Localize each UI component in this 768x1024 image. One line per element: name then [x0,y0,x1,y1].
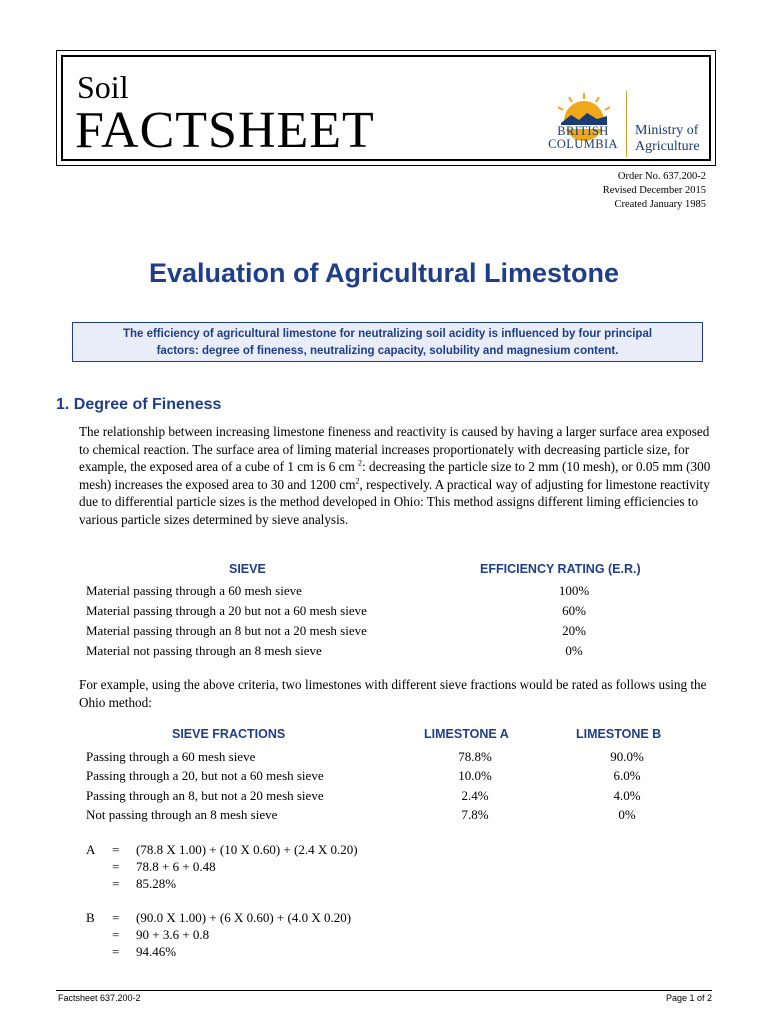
calc-equals: = [112,910,120,925]
calc-a-result: 85.28% [136,876,177,891]
footer-factsheet-number: Factsheet 637.200-2 [58,993,141,1003]
bc-wordmark-line1: BRITISH [557,124,609,138]
table1-er-cell: 100% [558,583,590,598]
calc-b-expr: (90.0 X 1.00) + (6 X 0.60) + (4.0 X 0.20) [136,910,352,925]
ministry-line2: Agriculture [635,139,700,154]
table1-header-sieve: SIEVE [229,562,266,576]
table2-row [0,747,768,766]
table2-b-cell: 4.0% [613,788,641,803]
page-title: Evaluation of Agricultural Limestone [148,258,620,288]
calc-b-line [86,926,486,943]
table1-sieve-cell: Material passing through a 20 but not a 60 mesh sieve [86,603,367,618]
table2-fraction-cell: Passing through an 8, but not a 20 mesh sieve [86,788,324,803]
created-date: Created January 1985 [614,199,706,210]
calculation-b [86,909,486,960]
fineness-paragraph [79,423,719,528]
table1-row [0,641,768,660]
calc-equals: = [112,944,120,959]
para1-part-c: , respectively. A practical way of adjusting for limestone reactivity due to differential particle sizes is the method developed in Ohio: This method assigns different liming efficiencies to various particle sizes determined by sieve analysis. [79,476,710,527]
table2-a-cell: 10.0% [458,768,492,783]
order-info [603,170,706,212]
table1-row [0,621,768,640]
summary-box [72,322,703,362]
table1-er-cell: 0% [565,643,583,658]
para1-part-a: The relationship between increasing limestone fineness and reactivity is caused by having a larger surface area exposed to chemical reaction. The surface area of liming material increases proportionately with decreasing particle size, for example, the exposed area of a cube of 1 cm is 6 cm [79,424,710,474]
calc-b-label: B [86,910,95,925]
section-heading-fineness: 1. Degree of Fineness [56,396,222,413]
order-number: Order No. 637.200-2 [617,171,706,182]
table1-sieve-cell: Material passing through an 8 but not a 20 mesh sieve [86,623,367,638]
table2-row [0,766,768,785]
table2-a-cell: 7.8% [461,807,489,822]
calc-a-expr: 78.8 + 6 + 0.48 [136,859,216,874]
calculation-a [86,841,486,892]
calc-a-line [86,875,486,892]
calc-b-line [86,943,486,960]
footer-page-number: Page 1 of 2 [665,993,712,1003]
footer-rule [56,990,712,991]
calc-equals: = [112,859,120,874]
table2-header-fractions: SIEVE FRACTIONS [172,727,286,741]
ministry-line1: Ministry of [635,123,699,138]
calc-b-result: 94.46% [136,944,177,959]
calc-a-label: A [86,842,96,857]
table2-header-limestone-a: LIMESTONE A [424,727,509,741]
table1-header-er: EFFICIENCY RATING (E.R.) [480,562,641,576]
table1-sieve-cell: Material passing through a 60 mesh sieve [86,583,302,598]
calc-equals: = [112,842,120,857]
table2-fraction-cell: Passing through a 20, but not a 60 mesh sieve [86,768,324,783]
summary-line1: The efficiency of agricultural limestone for neutralizing soil acidity is influenced by four principal [122,328,653,340]
para1-sup2: 2 [355,476,360,486]
table1-row [0,601,768,620]
table2-row [0,805,768,824]
table1-er-cell: 20% [562,623,586,638]
header-factsheet: FACTSHEET [75,102,375,159]
table2-b-cell: 0% [618,807,636,822]
table2-a-cell: 2.4% [461,788,489,803]
header-inner-border [61,55,711,161]
table2-row [0,786,768,805]
calc-b-line [86,909,486,926]
revised-date: Revised December 2015 [602,185,706,196]
calc-b-expr: 90 + 3.6 + 0.8 [136,927,210,942]
summary-line2: factors: degree of fineness, neutralizing capacity, solubility and magnesium content. [156,345,619,357]
calc-a-line [86,858,486,875]
table2-fraction-cell: Not passing through an 8 mesh sieve [86,807,278,822]
calc-a-line [86,841,486,858]
table2-a-cell: 78.8% [458,749,492,764]
logo-divider [626,91,627,157]
calc-a-expr: (78.8 X 1.00) + (10 X 0.60) + (2.4 X 0.20) [136,842,358,857]
calc-equals: = [112,876,120,891]
calc-equals: = [112,927,120,942]
example-paragraph: For example, using the above criteria, two limestones with different sieve fractions would be rated as follows using the Ohio method: [79,677,707,710]
bc-wordmark-line2: COLUMBIA [548,137,618,151]
header-soil: Soil [77,69,129,105]
table1-row [0,581,768,600]
para1-sup1: 2 [358,458,363,468]
table2-b-cell: 90.0% [610,749,644,764]
factsheet-header [56,50,716,166]
table1-er-cell: 60% [562,603,586,618]
ministry-name [635,123,700,155]
table1-sieve-cell: Material not passing through an 8 mesh sieve [86,643,322,658]
table2-b-cell: 6.0% [613,768,641,783]
table2-header-limestone-b: LIMESTONE B [576,727,662,741]
bc-wordmark [545,125,621,151]
para1-part-b: : decreasing the particle size to 2 mm (10 mesh), or 0.05 mm (300 mesh) increases the exposed area to 30 and 1200 cm [79,459,711,492]
table2-fraction-cell: Passing through a 60 mesh sieve [86,749,256,764]
